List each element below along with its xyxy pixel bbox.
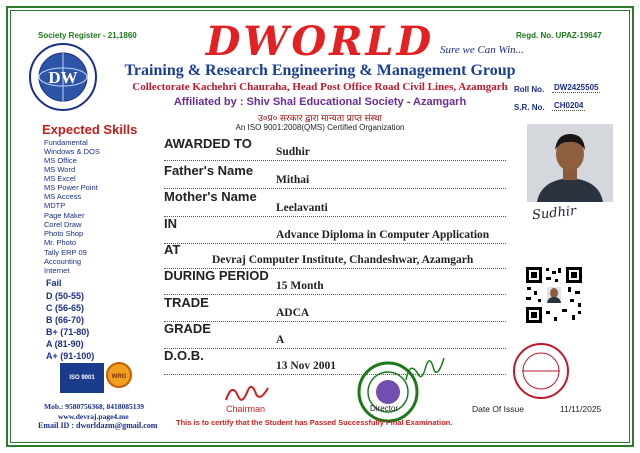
society-register: Society Register - 21,1860 bbox=[38, 31, 137, 40]
grade-value: A bbox=[276, 334, 285, 346]
skill-item: Fundamental bbox=[44, 138, 88, 147]
institute-stamp bbox=[512, 342, 570, 400]
skill-item: MS Excel bbox=[44, 174, 76, 183]
director-label: Director bbox=[370, 404, 399, 413]
during-period-label: DURING PERIOD bbox=[164, 268, 269, 283]
mothers-name-label: Mother's Name bbox=[164, 189, 257, 204]
sr-no-value: CH0204 bbox=[554, 101, 584, 110]
grade-scale-item: B+ (71-80) bbox=[46, 327, 90, 337]
expected-skills-title: Expected Skills bbox=[42, 122, 138, 137]
mothers-name-line bbox=[164, 216, 506, 217]
awarded-to-line bbox=[164, 160, 506, 161]
skill-item: MS Power Point bbox=[44, 183, 98, 192]
sr-no-label: S.R. No. bbox=[514, 103, 545, 112]
mobile-numbers: Mob.: 9580756368, 8418085139 bbox=[44, 402, 144, 411]
iso-certification: An ISO 9001:2008(QMS) Certified Organization bbox=[235, 123, 405, 132]
dob-label: D.O.B. bbox=[164, 348, 204, 363]
chairman-label: Chairman bbox=[226, 404, 266, 414]
in-label: IN bbox=[164, 216, 177, 231]
mothers-name-value: Leelavanti bbox=[276, 202, 328, 214]
fathers-name-label: Father's Name bbox=[164, 163, 254, 178]
grade-scale-item: B (66-70) bbox=[46, 315, 85, 325]
skill-item: MS Office bbox=[44, 156, 77, 165]
roll-no-value: DW2425505 bbox=[554, 83, 599, 92]
awarded-to-value: Sudhir bbox=[276, 146, 310, 158]
wrg-badge: WRG bbox=[106, 362, 132, 388]
awarded-to-label: AWARDED TO bbox=[164, 136, 252, 151]
skill-item: Accounting bbox=[44, 257, 82, 266]
trade-label: TRADE bbox=[164, 295, 209, 310]
institute-value: Devraj Computer Institute, Chandeshwar, Azamgarh bbox=[212, 254, 474, 266]
roll-no-label: Roll No. bbox=[514, 85, 545, 94]
iso-badge: ISO 9001 bbox=[60, 363, 104, 393]
grade-scale-item: Fail bbox=[46, 278, 62, 288]
grade-label: GRADE bbox=[164, 321, 211, 336]
affiliation: Affiliated by : Shiv Shal Educational Society - Azamgarh bbox=[173, 96, 467, 108]
website: www.devraj.page4.me bbox=[58, 412, 129, 421]
dob-line bbox=[164, 374, 506, 375]
grade-scale-item: A+ (91-100) bbox=[46, 351, 95, 361]
skill-item: Tally ERP 09 bbox=[44, 248, 87, 257]
brand-name: DWORLD bbox=[205, 18, 435, 65]
grade-scale-item: C (56-65) bbox=[46, 303, 85, 313]
skill-item: Page Maker bbox=[44, 211, 85, 220]
grade-scale-item: D (50-55) bbox=[46, 291, 85, 301]
skill-item: MS Access bbox=[44, 192, 82, 201]
skill-item: Internet bbox=[44, 266, 70, 275]
email: Email ID : dworldazm@gmail.com bbox=[38, 421, 158, 430]
dob-value: 13 Nov 2001 bbox=[276, 360, 337, 372]
grade-line bbox=[164, 348, 506, 349]
course-line bbox=[164, 243, 506, 244]
student-photo bbox=[527, 124, 613, 202]
date-of-issue-label: Date Of Issue bbox=[472, 404, 524, 414]
director-signature bbox=[402, 352, 446, 386]
certification-statement: This is to certify that the Student has Passed Successfully Final Examination. bbox=[176, 418, 453, 427]
trade-value: ADCA bbox=[276, 307, 310, 319]
chairman-signature bbox=[222, 380, 272, 406]
student-signature: Sudhir bbox=[531, 203, 578, 224]
skill-item: Mr. Photo bbox=[44, 238, 77, 247]
during-period-value: 15 Month bbox=[276, 280, 324, 292]
fathers-name-value: Mithai bbox=[276, 174, 310, 186]
grade-scale-item: A (81-90) bbox=[46, 339, 84, 349]
during-period-line bbox=[164, 294, 506, 295]
government-recognition: उ०प्र० सरकार द्वारा मान्यता प्राप्त संस्था bbox=[257, 113, 382, 123]
regd-no: Regd. No. UPAZ-19647 bbox=[516, 31, 602, 40]
organization-address: Collectorate Kachehri Chauraha, Head Post Office Road Civil Lines, Azamgarh bbox=[132, 81, 508, 93]
tagline: Sure we Can Win... bbox=[440, 44, 524, 56]
course-value: Advance Diploma in Computer Application bbox=[276, 229, 490, 241]
trade-line bbox=[164, 321, 506, 322]
skill-item: Windows & DOS bbox=[44, 147, 100, 156]
skill-item: MS Word bbox=[44, 165, 76, 174]
svg-text:DW: DW bbox=[48, 68, 78, 87]
qr-code bbox=[524, 265, 584, 325]
skill-item: MDTP bbox=[44, 201, 66, 210]
date-of-issue-value: 11/11/2025 bbox=[560, 404, 602, 414]
skill-item: Corel Draw bbox=[44, 220, 82, 229]
organization-title: Training & Research Engineering & Management Group bbox=[124, 62, 516, 79]
skill-item: Photo Shop bbox=[44, 229, 84, 238]
at-label: AT bbox=[164, 242, 181, 257]
